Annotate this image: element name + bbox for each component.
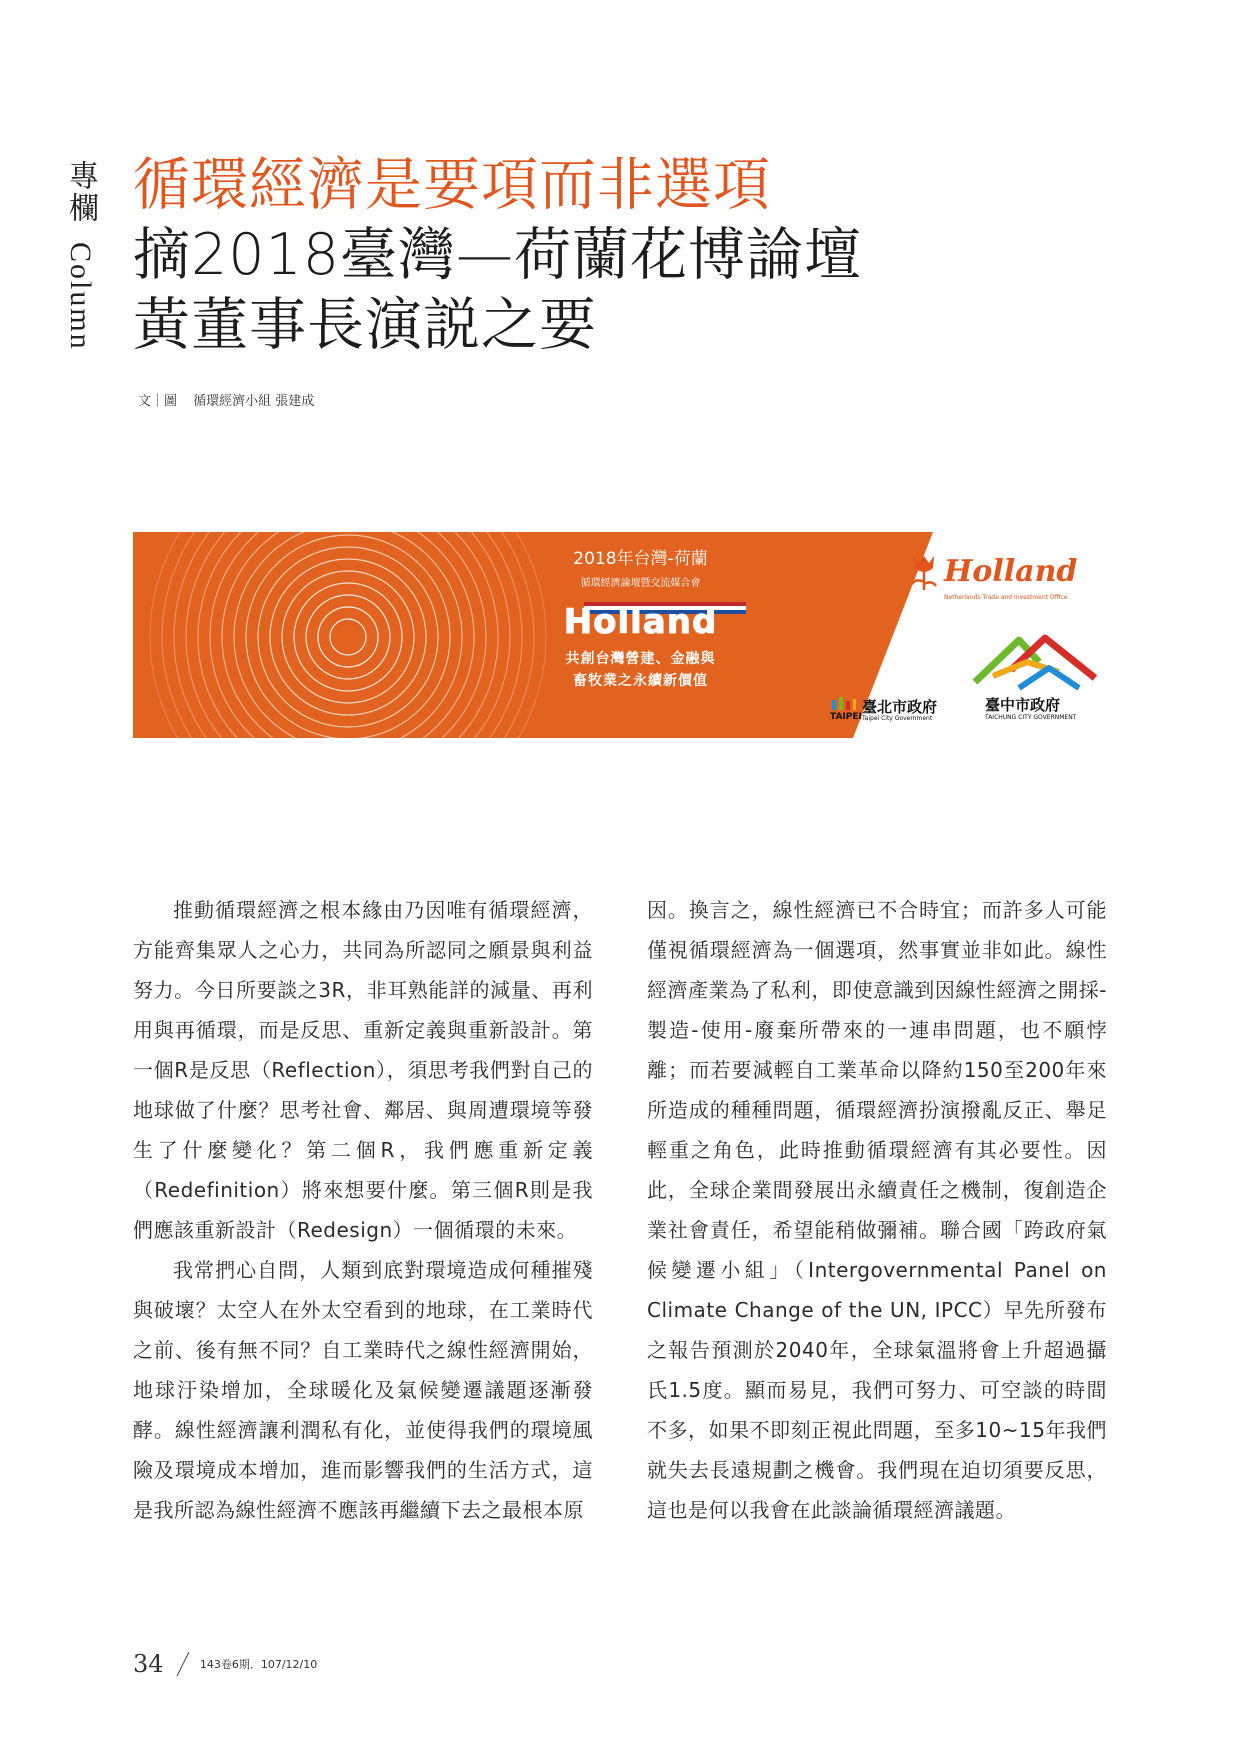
- taichung-en: TAICHUNG CITY GOVERNMENT: [985, 714, 1077, 721]
- body-paragraph: 因。換言之，線性經濟已不合時宜；而許多人可能僅視循環經濟為一個選項，然事實並非如此。線性經濟產業為了私利，即使意識到因線性經濟之開採-製造-使用-廢棄所帶來的一連串問題，也不願悖離；而若要減輕自工業革命以降約150至200年來所造成的種種問題，循環經濟扮演撥亂反正、舉足輕重之角色，此時推動循環經濟有其必要性。因此，全球企業間發展出永續責任之機制，復創造企業社會責任，希望能稍做彌補。聯合國「跨政府氣候變遷小組」（Intergovernmental Panel on Climate Change of the UN, IPCC）早先所發布之報告預測於2040年，全球氣溫將會上升超過攝氏1.5度。顯而易見，我們可努力、可空談的時間不多，如果不即刻正視此問題，至多10~15年我們就失去長遠規劃之機會。我們現在迫切須要反思，這也是何以我會在此談論循環經濟議題。: [647, 898, 1107, 1522]
- article-title: [133, 150, 1133, 360]
- banner-year-line: 2018年台灣-荷蘭: [573, 549, 708, 569]
- body-paragraph: 推動循環經濟之根本緣由乃因唯有循環經濟，方能齊集眾人之心力，共同為所認同之願景與利益努力。今日所要談之3R，非耳熟能詳的減量、再利用與再循環，而是反思、重新定義與重新設計。第一個R是反思（Reflection），須思考我們對自己的地球做了什麼？思考社會、鄰居、與周遭環境等發生了什麼變化？第二個R，我們應重新定義（Redefinition）將來想要什麼。第三個R則是我們應該重新設計（Redesign）一個循環的未來。: [133, 898, 593, 1242]
- banner-sub-line: 循環經濟論壇暨交流媒合會: [580, 578, 701, 589]
- page-number: 34: [133, 1650, 164, 1678]
- holland-logo-caption: Netherlands Trade and Investment Office: [944, 594, 1068, 601]
- taipei-cn: 臺北市政府: [862, 698, 938, 716]
- taichung-logo: [971, 632, 1101, 732]
- issue-info: 143卷6期．107/12/10: [199, 1658, 318, 1671]
- title-line-3: 黃董事長演説之要: [133, 292, 597, 358]
- taipei-logo: [830, 696, 960, 726]
- page-footer: [133, 1650, 317, 1678]
- column-tag-cn: 專欄: [63, 160, 98, 224]
- column-tag: [58, 160, 102, 350]
- banner-tagline-1: 共創台灣營建、金融與: [565, 651, 716, 667]
- slash-divider-icon: [176, 1651, 190, 1677]
- holland-logo-word: Holland: [944, 554, 1078, 589]
- tulip-icon: [908, 554, 940, 592]
- title-line-2: 摘2018臺灣—荷蘭花博論壇: [133, 222, 863, 288]
- event-banner: [133, 532, 1098, 738]
- taipei-symbol-icon: [830, 696, 858, 712]
- body-column-left: [133, 890, 593, 1530]
- taipei-word: TAIPEI: [830, 712, 862, 722]
- byline: [138, 390, 314, 409]
- holland-logo: [908, 554, 1088, 604]
- byline-label: 文｜圖: [138, 394, 178, 409]
- banner-tagline-2: 畜牧業之永續新價值: [573, 673, 708, 689]
- body-column-right: [647, 890, 1107, 1530]
- taipei-en: Taipei City Government: [862, 715, 933, 722]
- byline-author: 循環經濟小組 張建成: [193, 394, 315, 409]
- taichung-mountain-icon: [971, 632, 1101, 694]
- taichung-cn: 臺中市政府: [985, 696, 1061, 714]
- title-line-1: 循環經濟是要項而非選項: [133, 152, 771, 218]
- body-paragraph: 我常捫心自問，人類到底對環境造成何種摧殘與破壞？太空人在外太空看到的地球，在工業時代之前、後有無不同？自工業時代之線性經濟開始，地球汙染增加，全球暖化及氣候變遷議題逐漸發酵。線性經濟讓利潤私有化，並使得我們的環境風險及環境成本增加，進而影響我們的生活方式，這是我所認為線性經濟不應該再繼續下去之最根本原: [133, 1258, 593, 1522]
- banner-holland-outline: Holland: [563, 602, 718, 642]
- column-tag-en: Column: [64, 241, 97, 351]
